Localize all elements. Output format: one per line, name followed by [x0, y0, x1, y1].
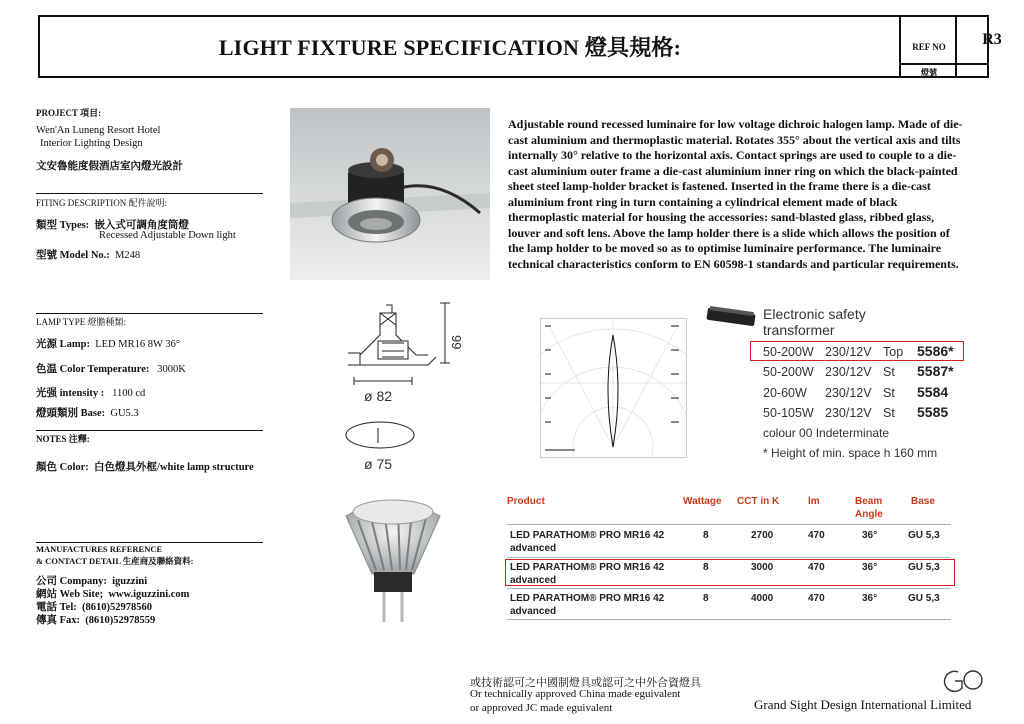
- lamp-label: 光源 Lamp:: [36, 339, 90, 350]
- height-dimension: 99: [449, 335, 464, 350]
- table-cell-beam: 36°: [862, 593, 878, 604]
- table-header-product: Product: [507, 496, 545, 507]
- ring-dimension: ø 75: [364, 456, 393, 472]
- table-header-beam: Beam: [855, 496, 883, 507]
- table-cell-base: GU 5,3: [908, 593, 940, 604]
- approval-note-en1: Or technically approved China made eguivalent: [470, 688, 681, 700]
- transformer-title-line2: transformer: [763, 322, 835, 338]
- ct-label: 色温 Color Temperature:: [36, 364, 150, 375]
- table-cell-product-suffix: advanced: [510, 543, 557, 554]
- section-rule: [36, 193, 263, 194]
- transformer-kind: Top: [883, 345, 904, 359]
- transformer-kind: St: [883, 406, 895, 420]
- table-cell-lm: 470: [808, 562, 825, 573]
- transformer-voltage: 230/12V: [825, 386, 872, 400]
- color-label: 顏色 Color:: [36, 462, 89, 473]
- table-cell-wattage: 8: [703, 562, 709, 573]
- table-cell-wattage: 8: [703, 530, 709, 541]
- ref-no-value: R3: [982, 31, 1002, 48]
- transformer-note-colour: colour 00 Indeterminate: [763, 426, 890, 440]
- base-value: GU5.3: [110, 408, 139, 419]
- ct-row: [36, 361, 186, 376]
- tel-value: (8610)52978560: [82, 602, 152, 613]
- polar-diagram: [540, 318, 687, 458]
- table-divider: [507, 557, 951, 558]
- transformer-voltage: 230/12V: [825, 345, 872, 359]
- model-value: M248: [115, 250, 141, 261]
- section-rule: [36, 542, 263, 543]
- color-row: [36, 459, 254, 474]
- cutout-dimension: ø 82: [364, 388, 393, 404]
- table-cell-product: LED PARATHOM® PRO MR16 42: [510, 530, 665, 541]
- table-cell-beam: 36°: [862, 562, 878, 573]
- base-label: 燈頭類別 Base:: [36, 408, 106, 419]
- header-divider: [899, 17, 901, 76]
- table-cell-product-suffix: advanced: [510, 575, 557, 586]
- table-cell-product: LED PARATHOM® PRO MR16 42: [510, 562, 665, 573]
- transformer-voltage: 230/12V: [825, 406, 872, 420]
- lamp-row: [36, 336, 180, 351]
- project-name: Wen'An Luneng Resort Hotel: [36, 125, 161, 136]
- project-label: PROJECT 項目:: [36, 108, 102, 118]
- web-value[interactable]: www.iguzzini.com: [108, 589, 190, 600]
- transformer-photo: [705, 305, 759, 331]
- ct-value: 3000K: [157, 364, 186, 375]
- company-name: Grand Sight Design International Limited: [754, 697, 972, 712]
- table-header-base: Base: [911, 496, 935, 507]
- transformer-code: 5584: [917, 384, 949, 400]
- model-row: [36, 247, 140, 262]
- table-cell-lm: 470: [808, 593, 825, 604]
- transformer-row: [763, 345, 903, 359]
- table-divider: [507, 619, 951, 620]
- table-cell-base: GU 5,3: [908, 530, 940, 541]
- transformer-title-line1: Electronic safety: [763, 306, 866, 322]
- table-header-wattage: Wattage: [683, 496, 722, 507]
- intensity-label: 光强 intensity :: [36, 388, 105, 399]
- type-value-en: Recessed Adjustable Down light: [99, 230, 236, 241]
- transformer-kind: St: [883, 365, 895, 379]
- transformer-code: 5587*: [917, 363, 954, 379]
- manufacturer-label: MANUFACTURES REFERENCE: [36, 544, 163, 554]
- ref-no-label: REF NO: [912, 42, 946, 52]
- fixture-photo: [290, 108, 490, 280]
- transformer-code: 5585: [917, 404, 949, 420]
- transformer-row: [763, 406, 895, 420]
- project-name-cn: 文安魯能度假酒店室內燈光設計: [36, 161, 183, 172]
- transformer-row: [763, 386, 895, 400]
- table-cell-product-suffix: advanced: [510, 606, 557, 617]
- fax-value: (8610)52978559: [85, 615, 156, 626]
- table-header-cct: CCT in K: [737, 496, 780, 507]
- fax-label: 傳真 Fax:: [36, 615, 81, 626]
- fitting-label: FITING DESCRIPTION 配件說明:: [36, 198, 168, 208]
- section-rule: [36, 430, 263, 431]
- table-header-lm: lm: [808, 496, 820, 507]
- transformer-voltage: 230/12V: [825, 365, 872, 379]
- fax-row: [36, 612, 155, 627]
- header-divider: [899, 63, 987, 65]
- transformer-note-height: * Height of min. space h 160 mm: [763, 446, 938, 460]
- led-lamp-photo: [340, 490, 445, 630]
- table-cell-beam: 36°: [862, 530, 878, 541]
- transformer-kind: St: [883, 386, 895, 400]
- approval-note-en2: or approved JC made eguivalent: [470, 702, 613, 714]
- lamp-value: LED MR16 8W 36°: [95, 339, 181, 350]
- base-row: [36, 405, 139, 420]
- intensity-row: [36, 385, 145, 400]
- table-header-angle: Angle: [855, 509, 883, 520]
- table-cell-base: GU 5,3: [908, 562, 940, 573]
- contact-label: & CONTACT DETAIL 生産商及聯絡資料:: [36, 556, 194, 566]
- type-value-cn: 嵌入式可調角度筒燈: [94, 220, 189, 231]
- transformer-range: 50-200W: [763, 345, 814, 359]
- product-description: Adjustable round recessed luminaire for low voltage dichroic halogen lamp. Made of die-cast aluminium and thermoplastic material. Rotates 355° about the vertical axis and tilts internally 30° relative to the horizontal axis. Contact springs are used to couple to a die-cast aluminium outer frame a die-cast aluminium inner ring on which the black-painted sheet steel lamp-holder bracket is fastened. Inserted in the frame there is a die-cast aluminium front ring in turn containing a cylindrical element made of black thermoplastic material for housing the accessories: sand-blasted glass, ribbed glass, louver and soft lens. Above the lamp holder there is a slide which allows the position of the lamp holder to be moved so as to optimise luminaire performance. The luminaire technical characteristics conform to EN 60598-1 standards and particular requirements.: [508, 117, 963, 271]
- transformer-range: 50-200W: [763, 365, 814, 379]
- approval-note-cn: 或技術認可之中國制燈具或認可之中外合資燈具: [470, 677, 701, 689]
- table-divider: [507, 588, 951, 589]
- table-cell-wattage: 8: [703, 593, 709, 604]
- table-cell-cct: 3000: [751, 562, 774, 573]
- company-label: 公司 Company:: [36, 576, 107, 587]
- lamp-type-label: LAMP TYPE 燈膽種類:: [36, 317, 127, 327]
- section-rule: [36, 313, 263, 314]
- transformer-range: 50-105W: [763, 406, 814, 420]
- transformer-range: 20-60W: [763, 386, 807, 400]
- web-label: 網站 Web Site;: [36, 589, 104, 600]
- spec-header: [38, 15, 1002, 78]
- table-cell-cct: 4000: [751, 593, 774, 604]
- intensity-value: 1100 cd: [112, 388, 146, 399]
- transformer-title: [763, 306, 866, 338]
- model-label: 型號 Model No.:: [36, 250, 110, 261]
- tel-label: 電話 Tel:: [36, 602, 77, 613]
- table-cell-product: LED PARATHOM® PRO MR16 42: [510, 593, 665, 604]
- page-title: LIGHT FIXTURE SPECIFICATION 燈具規格:: [218, 35, 682, 60]
- notes-label: NOTES 注釋:: [36, 434, 90, 444]
- table-divider: [507, 524, 951, 525]
- company-value: iguzzini: [112, 576, 148, 587]
- color-value: 白色燈具外框/white lamp structure: [94, 462, 254, 473]
- table-cell-lm: 470: [808, 530, 825, 541]
- project-scope: Interior Lighting Design: [40, 138, 143, 149]
- ref-no-label-cn: 燈號: [921, 68, 937, 77]
- type-label: 類型 Types:: [36, 220, 90, 231]
- transformer-row: [763, 365, 895, 379]
- dimension-drawing: [340, 295, 470, 475]
- table-cell-cct: 2700: [751, 530, 774, 541]
- transformer-code: 5586*: [917, 343, 954, 359]
- company-logo: [940, 668, 984, 694]
